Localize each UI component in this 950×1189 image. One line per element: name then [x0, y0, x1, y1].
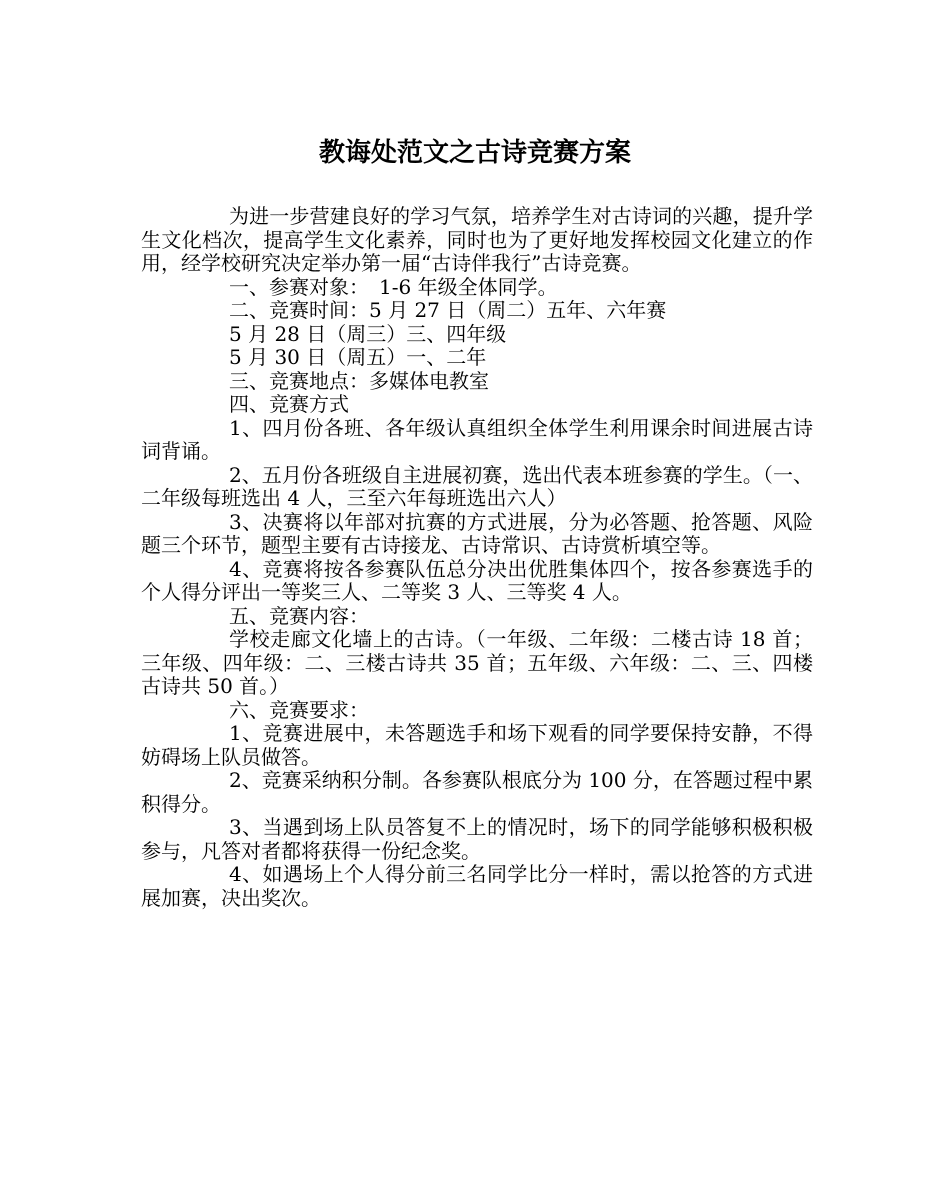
- paragraph-time-may28: 5 月 28 日（周三）三、四年级: [229, 321, 507, 346]
- paragraph-requirement-3: 3、当遇到场上队员答复不上的情况时，场下的同学能够积极积极参与，凡答对者都将获得一份纪念奖。: [141, 815, 813, 863]
- paragraph-requirements-heading: 六、竞赛要求：: [229, 697, 369, 722]
- paragraph-venue: 三、竞赛地点：多媒体电教室: [229, 368, 489, 393]
- paragraph-content: 学校走廊文化墙上的古诗。（一年级、二年级：二楼古诗 18 首；三年级、四年级：二、三楼古诗共 35 首；五年级、六年级：二、三、四楼古诗共 50 首。）: [141, 627, 813, 698]
- paragraph-requirement-4: 4、如遇场上个人得分前三名同学比分一样时，需以抢答的方式进展加赛，决出奖次。: [141, 862, 813, 910]
- paragraph-time: 二、竞赛时间：5 月 27 日（周二）五年、六年赛: [229, 298, 667, 322]
- paragraph-format-heading: 四、竞赛方式: [229, 392, 349, 416]
- paragraph-format-1: 1、四月份各班、各年级认真组织全体学生利用课余时间进展古诗词背诵。: [141, 415, 813, 463]
- paragraph-participants: 一、参赛对象： 1-6 年级全体同学。: [229, 274, 558, 299]
- paragraph-time-may30: 5 月 30 日（周五）一、二年: [229, 345, 487, 369]
- paragraph-format-3: 3、决赛将以年部对抗赛的方式进展，分为必答题、抢答题、风险题三个环节，题型主要有古诗接龙、古诗常识、古诗赏析填空等。: [141, 509, 813, 557]
- paragraph-requirement-2: 2、竞赛采纳积分制。各参赛队根底分为 100 分，在答题过程中累积得分。: [141, 768, 813, 816]
- paragraph-content-heading: 五、竞赛内容：: [229, 603, 369, 628]
- paragraph-requirement-1: 1、竞赛进展中，未答题选手和场下观看的同学要保持安静，不得妨碍场上队员做答。: [141, 721, 813, 769]
- paragraph-format-4: 4、竞赛将按各参赛队伍总分决出优胜集体四个，按各参赛选手的个人得分评出一等奖三人、二等奖 3 人、三等奖 4 人。: [141, 556, 813, 604]
- paragraph-intro: 为进一步营建良好的学习气氛，培养学生对古诗词的兴趣，提升学生文化档次，提高学生文化素养，同时也为了更好地发挥校园文化建立的作用，经学校研究决定举办第一届“古诗伴我行”古诗竞赛。: [141, 204, 813, 275]
- document-body: [141, 205, 813, 910]
- document-title: 教诲处范文之古诗竞赛方案: [318, 138, 631, 168]
- paragraph-format-2: 2、五月份各班级自主进展初赛，选出代表本班参赛的学生。（一、二年级每班选出 4 人，三至六年每班选出六人）: [141, 462, 813, 510]
